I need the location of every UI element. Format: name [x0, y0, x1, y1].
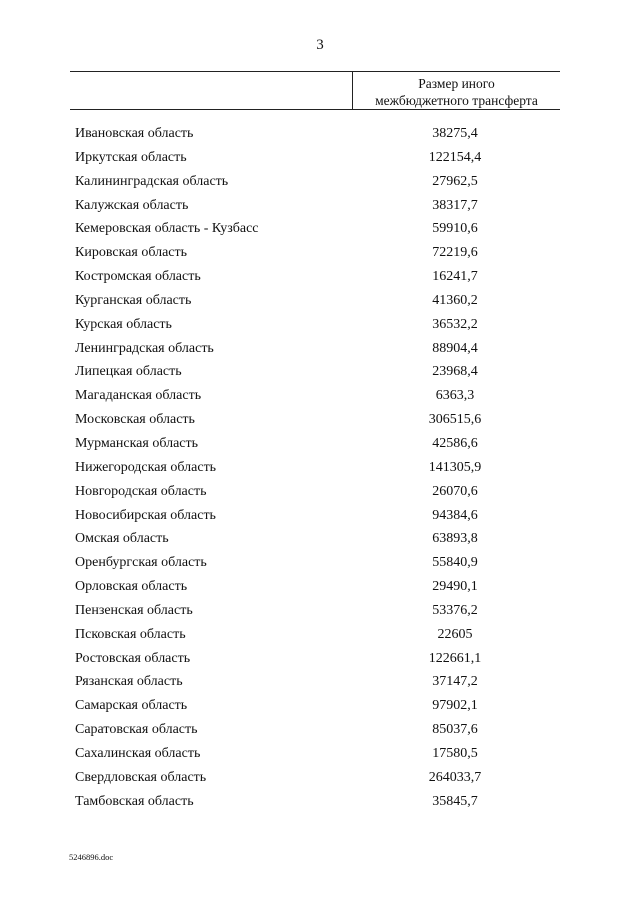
transfer-value: 29490,1 [432, 579, 478, 595]
region-name: Магаданская область [75, 388, 202, 404]
region-name: Псковская область [75, 626, 186, 642]
transfer-value: 141305,9 [428, 459, 482, 475]
table-row [0, 625, 640, 649]
region-name: Саратовская область [75, 722, 198, 738]
transfer-value: 122661,1 [428, 650, 482, 666]
table-row [0, 172, 640, 196]
table-row [0, 696, 640, 720]
table-row [0, 768, 640, 792]
region-name: Ивановская область [75, 126, 194, 141]
transfer-value: 306515,6 [428, 412, 482, 428]
table-row [0, 649, 640, 673]
transfer-value: 55840,9 [432, 555, 478, 571]
table-row [0, 529, 640, 553]
region-name: Новосибирская область [75, 507, 216, 523]
value-column-header-line1: Размер иного [418, 76, 495, 91]
value-column-header-line2: межбюджетного трансферта [375, 93, 538, 108]
transfer-value: 6363,3 [435, 388, 475, 404]
table-row [0, 553, 640, 577]
table-row [0, 577, 640, 601]
region-name: Оренбургская область [75, 555, 207, 571]
region-name: Московская область [75, 412, 195, 428]
table-row [0, 267, 640, 291]
region-name: Ленинградская область [75, 340, 214, 356]
table-row [0, 601, 640, 625]
transfer-value: 59910,6 [432, 221, 478, 237]
table-row [0, 386, 640, 410]
transfer-value: 88904,4 [432, 340, 478, 356]
region-name: Сахалинская область [75, 745, 201, 761]
table-row [0, 410, 640, 434]
region-name: Мурманская область [75, 435, 199, 451]
region-name: Рязанская область [75, 674, 183, 690]
region-name: Калужская область [75, 197, 189, 213]
transfer-value: 53376,2 [432, 602, 478, 618]
table-row [0, 148, 640, 172]
transfer-value: 38317,7 [432, 197, 478, 213]
table-header [70, 71, 560, 110]
region-name: Самарская область [75, 698, 188, 714]
transfer-value: 16241,7 [432, 269, 478, 285]
table-row [0, 243, 640, 267]
region-table [0, 124, 640, 815]
region-name: Курганская область [75, 292, 192, 308]
region-name: Орловская область [75, 579, 188, 595]
value-column-header [353, 75, 560, 109]
transfer-value: 27962,5 [432, 173, 478, 189]
region-name: Нижегородская область [75, 459, 217, 475]
transfer-value: 42586,6 [432, 435, 478, 451]
table-row [0, 672, 640, 696]
transfer-value: 38275,4 [432, 126, 478, 141]
transfer-value: 41360,2 [432, 292, 478, 308]
table-row [0, 720, 640, 744]
transfer-value: 22605 [437, 626, 473, 642]
table-row [0, 792, 640, 816]
table-row [0, 315, 640, 339]
document-code: 5246896.doc [69, 852, 114, 862]
region-name: Кировская область [75, 245, 188, 261]
table-row [0, 506, 640, 530]
transfer-value: 37147,2 [432, 674, 478, 690]
transfer-value: 36532,2 [432, 316, 478, 332]
transfer-value: 97902,1 [432, 698, 478, 714]
region-name: Курская область [75, 316, 172, 332]
transfer-value: 35845,7 [432, 793, 478, 809]
table-row [0, 291, 640, 315]
transfer-value: 63893,8 [432, 531, 478, 547]
region-name: Свердловская область [75, 769, 207, 785]
region-name: Калининградская область [75, 173, 229, 189]
region-name: Липецкая область [75, 364, 182, 380]
table-row [0, 124, 640, 148]
table-row [0, 434, 640, 458]
transfer-value: 17580,5 [432, 745, 478, 761]
transfer-value: 85037,6 [432, 722, 478, 738]
table-row [0, 458, 640, 482]
table-row [0, 362, 640, 386]
transfer-value: 72219,6 [432, 245, 478, 261]
region-name: Омская область [75, 531, 169, 547]
region-name: Костромская область [75, 269, 201, 285]
page-number: 3 [316, 37, 324, 53]
transfer-value: 122154,4 [428, 149, 482, 165]
table-row [0, 196, 640, 220]
region-name: Ростовская область [75, 650, 191, 666]
region-name: Тамбовская область [75, 793, 194, 809]
transfer-value: 264033,7 [428, 769, 482, 785]
table-row [0, 744, 640, 768]
region-name: Кемеровская область - Кузбасс [75, 221, 259, 237]
transfer-value: 26070,6 [432, 483, 478, 499]
transfer-value: 94384,6 [432, 507, 478, 523]
transfer-value: 23968,4 [432, 364, 478, 380]
region-name: Пензенская область [75, 602, 193, 618]
region-name: Новгородская область [75, 483, 207, 499]
table-row [0, 339, 640, 363]
table-row [0, 219, 640, 243]
region-name: Иркутская область [75, 149, 187, 165]
table-row [0, 482, 640, 506]
